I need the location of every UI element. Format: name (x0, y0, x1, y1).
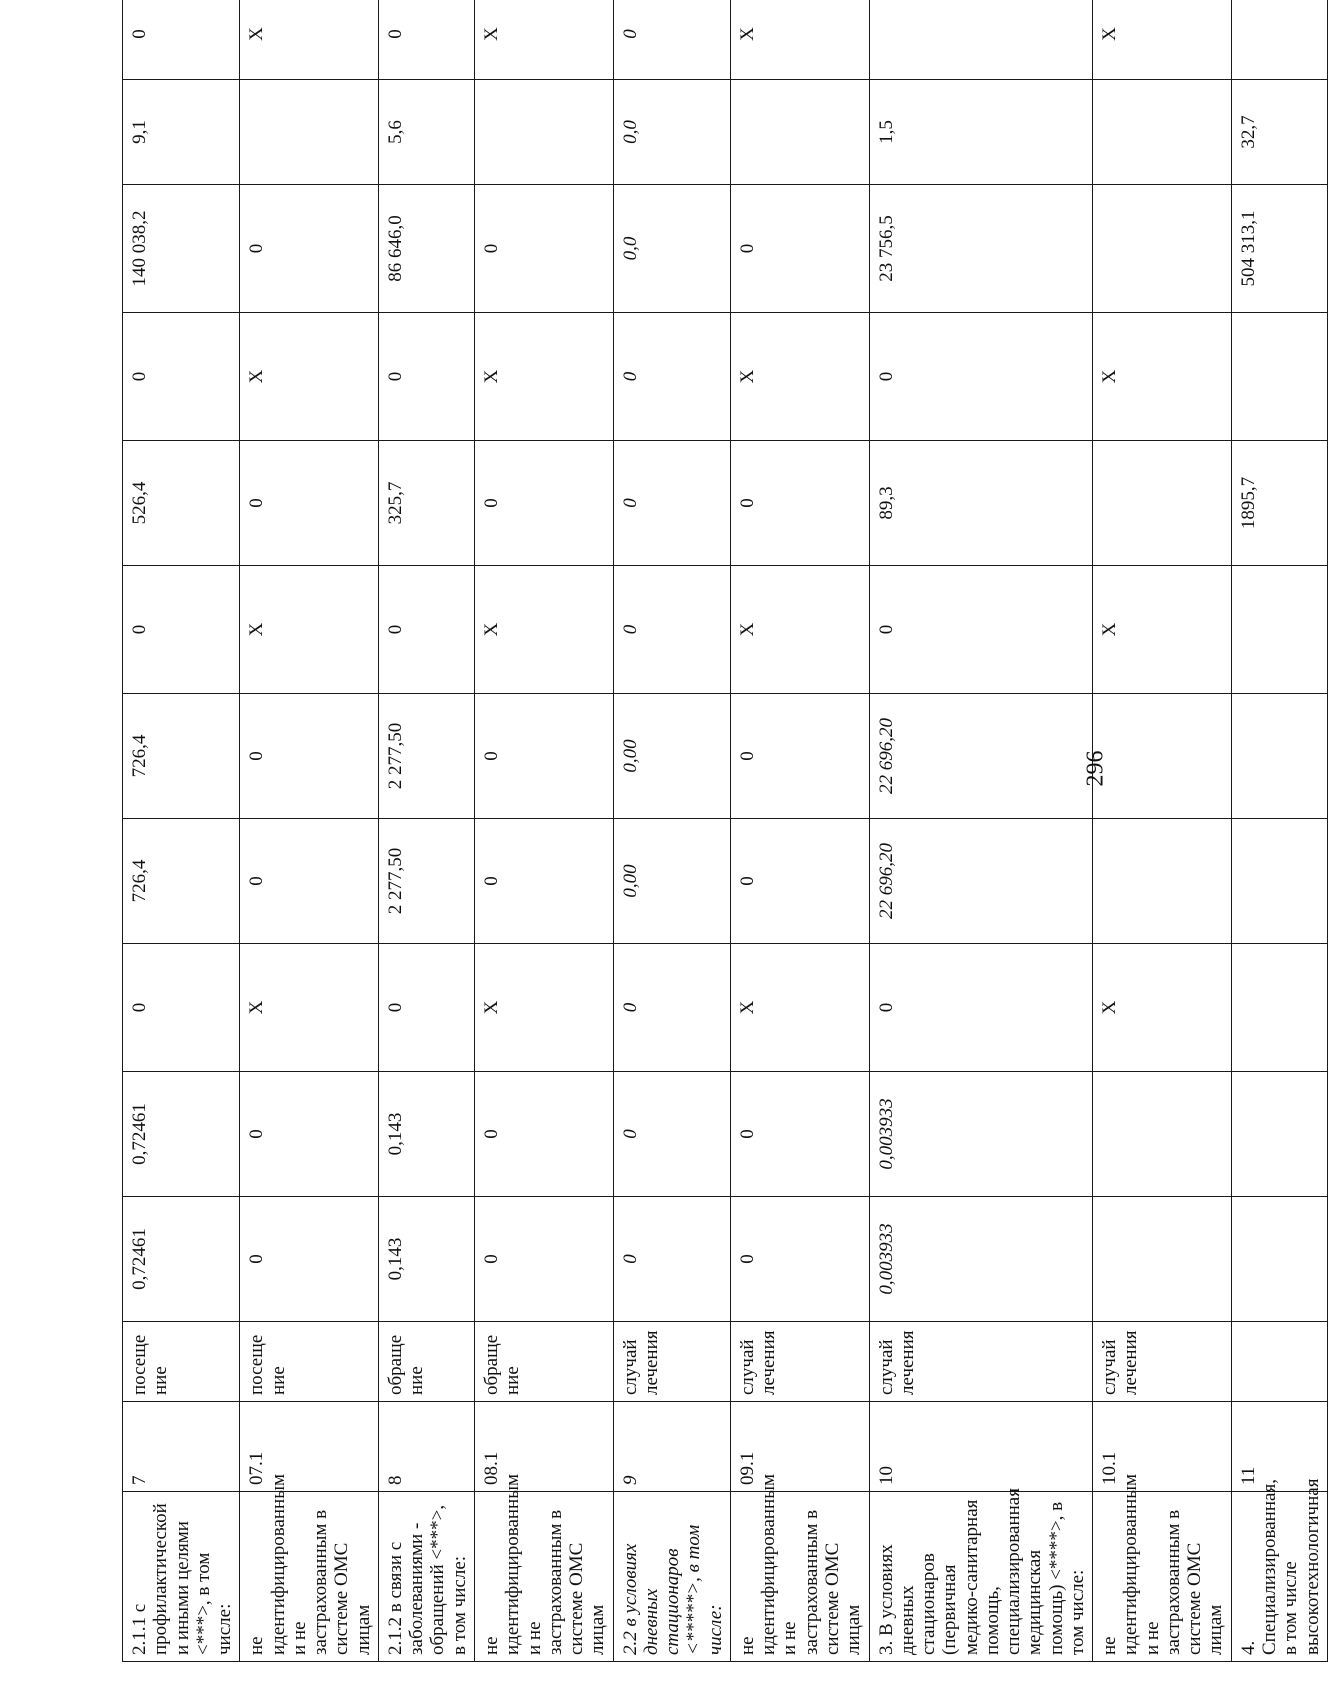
value-cell: 0 (240, 1072, 379, 1197)
row-unit: посещение (123, 1322, 240, 1402)
row-name: 2.2 в условиях дневных стационаров <*****>, в том числе: (613, 1492, 730, 1662)
value-cell: 0 (240, 819, 379, 944)
value-cell: 0 (730, 819, 869, 944)
row-unit: случай лечения (869, 1322, 1093, 1402)
row-unit: случай лечения (1093, 1322, 1232, 1402)
value-cell: Х (730, 944, 869, 1072)
table-row (613, 0, 730, 1662)
value-cell: 1,5 (869, 80, 1093, 185)
value-cell: Х (474, 944, 613, 1072)
value-cell: 0 (730, 441, 869, 566)
value-cell: 0 (474, 1197, 613, 1322)
row-name: не идентифицированным и не застрахованным в системе ОМС лицам (730, 1492, 869, 1662)
value-cell: 0 (613, 313, 730, 441)
value-cell: 89,3 (869, 441, 1093, 566)
value-cell: 140 038,2 (123, 185, 240, 313)
row-name: не идентифицированным и не застрахованным в системе ОМС лицам (474, 1492, 613, 1662)
value-cell: 504 313,1 (1231, 185, 1327, 313)
value-cell (1231, 694, 1327, 819)
value-cell (1231, 0, 1327, 80)
row-code: 10 (869, 1402, 1093, 1492)
value-cell: 0 (869, 566, 1093, 694)
value-cell (1093, 1072, 1232, 1197)
value-cell: 0 (474, 185, 613, 313)
value-cell: 0 (123, 566, 240, 694)
value-cell: 0 (613, 441, 730, 566)
value-cell: 0 (240, 694, 379, 819)
value-cell: 0 (474, 1072, 613, 1197)
value-cell (240, 80, 379, 185)
value-cell: 0 (378, 944, 474, 1072)
value-cell: 0 (123, 313, 240, 441)
value-cell: Х (474, 313, 613, 441)
row-unit: посещение (240, 1322, 379, 1402)
value-cell: 0,003933 (869, 1072, 1093, 1197)
row-unit: обращение (378, 1322, 474, 1402)
page-number (1076, 738, 1116, 798)
value-cell (1093, 1197, 1232, 1322)
row-name: 2.1.1 с профилактической и иными целями <***>, в том числе: (123, 1492, 240, 1662)
value-cell (1093, 441, 1232, 566)
value-cell: 23 756,5 (869, 185, 1093, 313)
value-cell: 0 (730, 1197, 869, 1322)
value-cell: 0 (474, 819, 613, 944)
table-row (474, 0, 613, 1662)
value-cell: 0 (613, 1072, 730, 1197)
value-cell: Х (474, 566, 613, 694)
value-cell: 0,72461 (123, 1197, 240, 1322)
value-cell: 0,00 (613, 694, 730, 819)
value-cell (474, 80, 613, 185)
value-cell (1093, 80, 1232, 185)
value-cell: Х (1093, 944, 1232, 1072)
row-name: 4. Специализированная, в том числе высокотехнологичная (1231, 1492, 1327, 1662)
row-unit (1231, 1322, 1327, 1402)
value-cell: 0 (378, 0, 474, 80)
value-cell: 0 (613, 1197, 730, 1322)
row-name: не идентифицированным и не застрахованным в системе ОМС лицам (1093, 1492, 1232, 1662)
table-row (730, 0, 869, 1662)
value-cell: 0 (474, 441, 613, 566)
value-cell: 22 696,20 (869, 819, 1093, 944)
value-cell: 0 (613, 566, 730, 694)
value-cell: 0 (123, 944, 240, 1072)
value-cell: 0,00 (613, 819, 730, 944)
value-cell: 2 277,50 (378, 819, 474, 944)
table-row (1231, 0, 1327, 1662)
value-cell: 32,7 (1231, 80, 1327, 185)
value-cell: Х (474, 0, 613, 80)
value-cell (1231, 313, 1327, 441)
value-cell: Х (1093, 566, 1232, 694)
row-code: 9 (613, 1402, 730, 1492)
value-cell: 22 696,20 (869, 694, 1093, 819)
row-code: 7 (123, 1402, 240, 1492)
table-row (1093, 0, 1232, 1662)
financing-table (122, 0, 1328, 1662)
value-cell: 0 (730, 185, 869, 313)
value-cell: 0 (869, 944, 1093, 1072)
value-cell (730, 80, 869, 185)
value-cell: 726,4 (123, 694, 240, 819)
value-cell: 9,1 (123, 80, 240, 185)
table-row (240, 0, 379, 1662)
value-cell: 0 (613, 0, 730, 80)
value-cell: 0 (730, 694, 869, 819)
value-cell: 0 (378, 566, 474, 694)
value-cell: 0 (240, 185, 379, 313)
value-cell: 526,4 (123, 441, 240, 566)
value-cell: 0,003933 (869, 1197, 1093, 1322)
value-cell: Х (730, 313, 869, 441)
table-row (378, 0, 474, 1662)
value-cell (1093, 819, 1232, 944)
row-unit: обращение (474, 1322, 613, 1402)
value-cell: 0 (613, 944, 730, 1072)
value-cell: 0,72461 (123, 1072, 240, 1197)
row-name: 2.1.2 в связи с заболеваниями - обращений <***>, в том числе: (378, 1492, 474, 1662)
value-cell: 86 646,0 (378, 185, 474, 313)
value-cell (1231, 819, 1327, 944)
value-cell: 0,143 (378, 1072, 474, 1197)
value-cell (869, 0, 1093, 80)
value-cell: Х (730, 0, 869, 80)
table-row (869, 0, 1093, 1662)
value-cell: 726,4 (123, 819, 240, 944)
row-code: 10.1 (1093, 1402, 1232, 1492)
value-cell: Х (240, 566, 379, 694)
value-cell: Х (240, 313, 379, 441)
value-cell: Х (730, 566, 869, 694)
row-code: 8 (378, 1402, 474, 1492)
value-cell (1231, 1072, 1327, 1197)
row-code: 08.1 (474, 1402, 613, 1492)
value-cell: 5,6 (378, 80, 474, 185)
page-number-label: 296 (1082, 750, 1109, 786)
value-cell: 0 (240, 1197, 379, 1322)
value-cell (1093, 185, 1232, 313)
value-cell: 0,0 (613, 185, 730, 313)
value-cell (1231, 944, 1327, 1072)
value-cell: 0 (240, 441, 379, 566)
value-cell: 2 277,50 (378, 694, 474, 819)
value-cell: Х (240, 944, 379, 1072)
row-code: 11 (1231, 1402, 1327, 1492)
value-cell: 1895,7 (1231, 441, 1327, 566)
value-cell: 325,7 (378, 441, 474, 566)
value-cell: 0 (474, 694, 613, 819)
row-unit: случай лечения (730, 1322, 869, 1402)
row-code: 09.1 (730, 1402, 869, 1492)
value-cell: Х (240, 0, 379, 80)
value-cell: 0,143 (378, 1197, 474, 1322)
value-cell: 0 (869, 313, 1093, 441)
value-cell: Х (1093, 0, 1232, 80)
row-code: 07.1 (240, 1402, 379, 1492)
value-cell: Х (1093, 313, 1232, 441)
value-cell: 0,0 (613, 80, 730, 185)
value-cell: 0 (123, 0, 240, 80)
row-name: 3. В условиях дневных стационаров (первичная медико-санитарная помощь, специализированная медицинская помощь) <****>, в том числе: (869, 1492, 1093, 1662)
row-name: не идентифицированным и не застрахованным в системе ОМС лицам (240, 1492, 379, 1662)
value-cell (1231, 566, 1327, 694)
value-cell: 0 (730, 1072, 869, 1197)
row-unit: случай лечения (613, 1322, 730, 1402)
value-cell (1231, 1197, 1327, 1322)
table-row (123, 0, 240, 1662)
value-cell: 0 (378, 313, 474, 441)
